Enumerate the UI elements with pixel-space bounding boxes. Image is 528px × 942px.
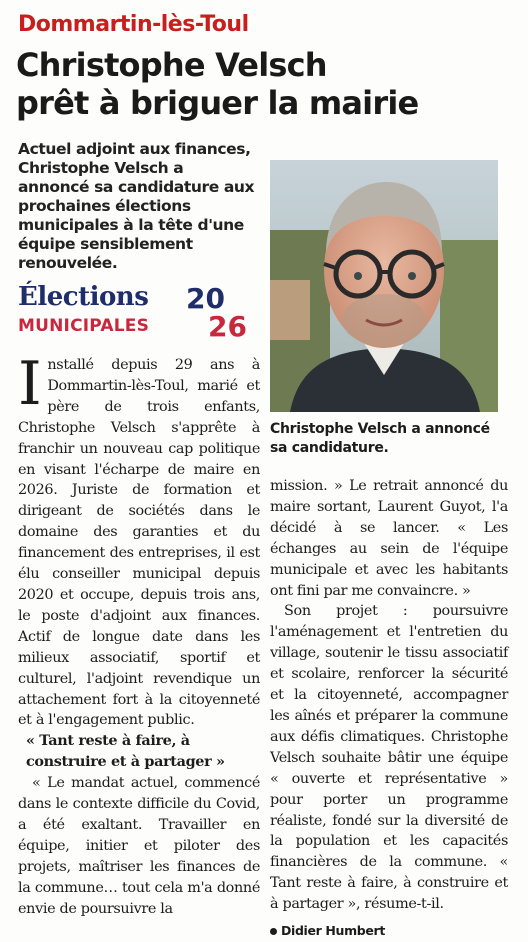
headline-line-2: prêt à briguer la mairie	[16, 84, 419, 122]
year-2026-icon	[184, 282, 260, 340]
lede: Actuel adjoint aux finances, Christophe Velsch a annoncé sa candidature aux prochaines élections municipales à la tête d'une équipe sensiblement renouvelée.	[18, 140, 255, 272]
paragraph-1-text: nstallé depuis 29 ans à Dommartin-lès-Toul, marié et père de trois enfants, Christophe Velsch s'apprête à franchir un nouveau cap politique en visant l'écharpe de maire en 2026. Juriste de formation et dirigeant de sociétés dans le domaine des garanties et du financement des entreprises, il est élu conseiller municipal depuis 2020 et occupe, depuis trois ans, le poste d'adjoint aux finances. Actif de longue date dans les milieux associatif, sportif et culturel, l'adjoint revendique un attachement fort à la citoyenneté et à l'engagement public.	[18, 357, 260, 729]
article-paragraph-2: « Le mandat actuel, commencé dans le contexte difficile du Covid, a été exaltant. Travailler en équipe, initier et piloter des projets, maîtriser les finances de la commune… tout cela m'a donné envie de poursuivre la	[18, 775, 260, 917]
article-paragraph-3: mission. » Le retrait annoncé du maire sortant, Laurent Guyot, l'a décidé à se lancer. « Les échanges au sein de l'équipe municipale et avec les habitants ont fini par me convaincre. »	[270, 478, 508, 599]
year-top-digits: 20	[186, 282, 225, 315]
municipales-word: MUNICIPALES	[18, 316, 150, 336]
byline	[270, 921, 508, 942]
elections-word: Élections	[18, 282, 149, 312]
elections-2026-logo	[18, 282, 258, 338]
article-column-right	[270, 476, 508, 942]
dropcap: I	[18, 349, 42, 419]
photo-caption: Christophe Velsch a annoncé sa candidature.	[270, 421, 490, 456]
headline-line-1: Christophe Velsch	[16, 46, 327, 84]
article-column-left	[18, 349, 260, 919]
portrait-photo	[270, 160, 498, 412]
portrait-icon	[270, 160, 498, 412]
article-subhead: « Tant reste à faire, à construire et à partager »	[26, 732, 225, 771]
section-kicker: Dommartin-lès-Toul	[18, 12, 249, 37]
bullet-icon	[270, 928, 277, 935]
byline-author: Didier Humbert	[281, 923, 385, 939]
year-bottom-digits: 26	[208, 310, 247, 340]
headline	[16, 46, 516, 122]
article-paragraph-4: Son projet : poursuivre l'aménagement et l'entretien du village, soutenir le tissu associatif et scolaire, renforcer la sécurité et la citoyenneté, accompagner les aînés et préparer la commune aux défis climatiques. Christophe Velsch souhaite bâtir une équipe « ouverte et représentative » pour porter un programme réaliste, fondé sur la diversité de la population et les capacités financières de la commune. « Tant reste à faire, à construire et à partager », résume-t-il.	[270, 603, 508, 913]
article-paragraph-1	[18, 349, 260, 731]
